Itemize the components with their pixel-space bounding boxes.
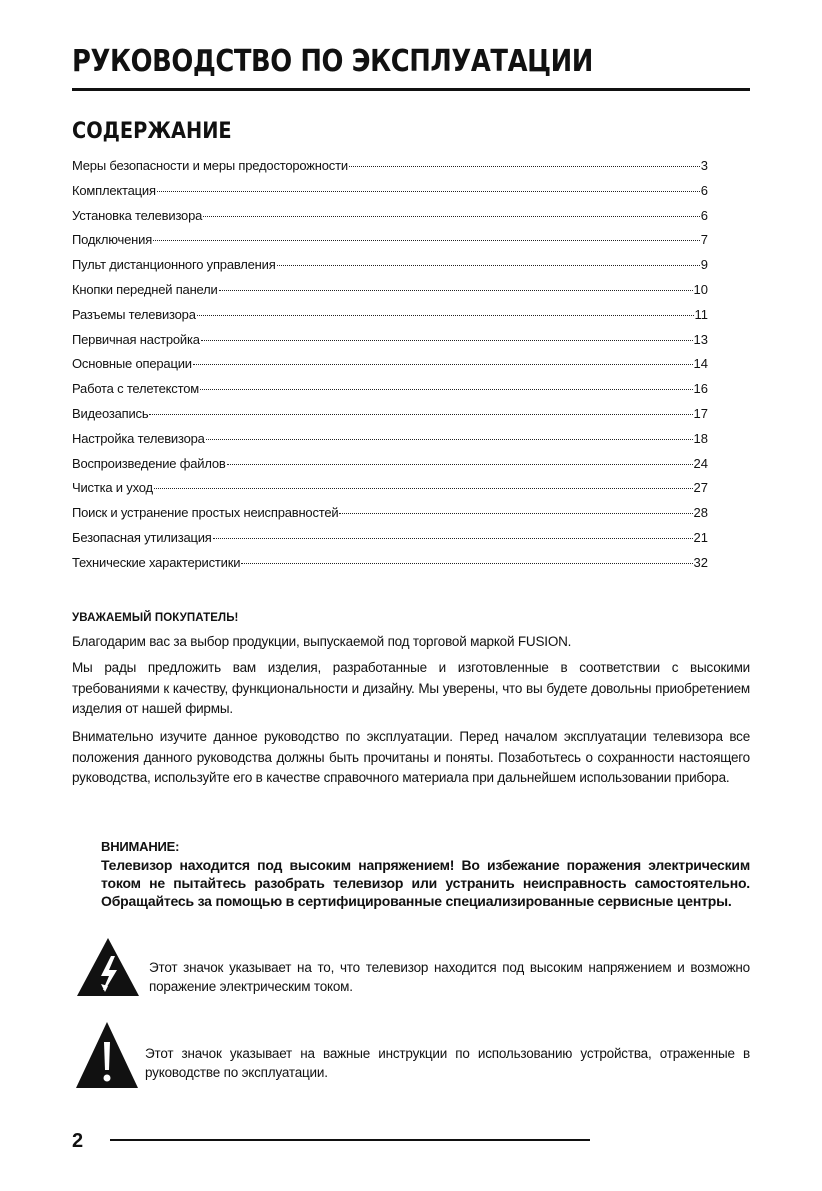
toc-entry [72,501,708,526]
toc-leader-dots [201,339,693,341]
toc-entry-page: 24 [693,455,708,471]
toc-entry-page: 11 [694,306,708,322]
toc-entry [72,402,708,427]
toc-entry-label: Подключения [72,232,153,248]
toc-leader-dots [200,388,693,390]
high-voltage-icon [75,936,141,1003]
toc-entry [72,204,708,229]
toc-entry-page: 32 [693,554,708,570]
toc-entry [72,253,708,278]
warning-text: Телевизор находится под высоким напряжением! Во избежание поражения электрическим током не пытайтесь разобрать телевизор или устранить неисправность самостоятельно. Обращайтесь за помощью в сертифицированные специализированные сервисные центры. [101,857,750,909]
warning-block [101,838,750,910]
intro-paragraph-2: Мы рады предложить вам изделия, разработанные и изготовленные в соответствии с высокими требованиями к качеству, функциональности и дизайну. Мы уверены, что вы будете довольны приобретением изделия от нашей фирмы. [72,660,750,716]
toc-entry-page: 3 [700,158,708,173]
attention-symbol-row [75,1020,750,1095]
toc-entry-label: Настройка телевизора [72,430,205,446]
page-number: 2 [72,1130,84,1152]
toc-entry [72,427,708,452]
toc-entry-page: 14 [693,356,708,372]
exclamation-warning-icon [75,1020,139,1095]
toc-entry-label: Воспроизведение файлов [72,455,226,471]
toc-entry [72,278,708,303]
toc-entry [72,476,708,501]
toc-leader-dots [213,537,693,539]
header-rule [72,88,750,91]
toc-entry-page: 6 [700,207,708,223]
toc-entry-page: 21 [693,529,708,545]
toc-entry [72,377,708,402]
toc-entry [72,551,708,576]
toc-entry-page: 27 [693,480,708,496]
toc-entry-page: 6 [700,182,708,198]
toc-title: СОДЕРЖАНИЕ [72,119,232,144]
toc-entry-page: 16 [693,381,708,397]
toc-entry-label: Комплектация [72,182,156,198]
toc-leader-dots [203,215,700,217]
toc-entry [72,526,708,551]
toc-entry [72,228,708,253]
toc-entry [72,352,708,377]
toc-entry-label: Установка телевизора [72,207,203,223]
intro-paragraph-1: Благодарим вас за выбор продукции, выпускаемой под торговой маркой FUSION. [72,634,572,649]
toc-entry-label: Разъемы телевизора [72,306,196,322]
toc-leader-dots [153,239,700,241]
footer-rule [110,1139,590,1141]
toc-leader-dots [197,314,694,316]
voltage-symbol-text: Этот значок указывает на то, что телевизор находится под высоким напряжением и возможно поражение электрическим током. [149,960,750,994]
toc-entry-label: Поиск и устранение простых неисправностей [72,505,339,521]
toc-entry [72,328,708,353]
toc-leader-dots [277,264,700,266]
attention-symbol-text: Этот значок указывает на важные инструкции по использованию устройства, отраженные в руководстве по эксплуатации. [145,1046,750,1080]
toc-entry-page: 18 [693,430,708,446]
toc-entry [72,303,708,328]
toc-entry-label: Чистка и уход [72,480,153,496]
toc-leader-dots [149,413,692,415]
toc-entry-page: 13 [693,331,708,347]
intro-paragraph-3: Внимательно изучите данное руководство по эксплуатации. Перед началом эксплуатации телевизора все положения данного руководства должны быть прочитаны и поняты. Позаботьтесь о сохранности настоящего руководства, используйте его в качестве справочного материала при дальнейшем использовании прибора. [72,729,750,785]
toc-leader-dots [206,438,693,440]
toc-entry-page: 7 [700,232,708,248]
toc-entry-label: Кнопки передней панели [72,281,218,297]
toc-entry-label: Технические характеристики [72,554,241,570]
warning-title: ВНИМАНИЕ: [101,839,180,854]
toc-entry-label: Работа с телетекстом [72,381,199,397]
voltage-symbol-row [75,936,750,1003]
greeting-heading: УВАЖАЕМЫЙ ПОКУПАТЕЛЬ! [72,612,239,624]
toc-leader-dots [349,165,700,167]
toc-leader-dots [193,363,693,365]
toc-entry-label: Видеозапись [72,405,149,421]
toc-entry-page: 17 [693,405,708,421]
toc-entry [72,452,708,477]
toc-entry-label: Меры безопасности и меры предосторожности [72,158,348,173]
page-title: РУКОВОДСТВО ПО ЭКСПЛУАТАЦИИ [72,44,593,79]
toc-entry-label: Основные операции [72,356,192,372]
toc-entry [72,179,708,204]
toc-leader-dots [219,289,693,291]
toc-leader-dots [241,562,692,564]
table-of-contents [72,154,708,576]
toc-leader-dots [157,190,700,192]
toc-entry [72,154,708,179]
toc-entry-label: Первичная настройка [72,331,200,347]
toc-leader-dots [339,512,692,514]
toc-leader-dots [227,463,693,465]
toc-leader-dots [154,487,693,489]
toc-entry-page: 28 [693,505,708,521]
toc-entry-label: Безопасная утилизация [72,529,212,545]
toc-entry-page: 10 [693,281,708,297]
toc-entry-page: 9 [700,257,708,273]
toc-entry-label: Пульт дистанционного управления [72,257,276,273]
